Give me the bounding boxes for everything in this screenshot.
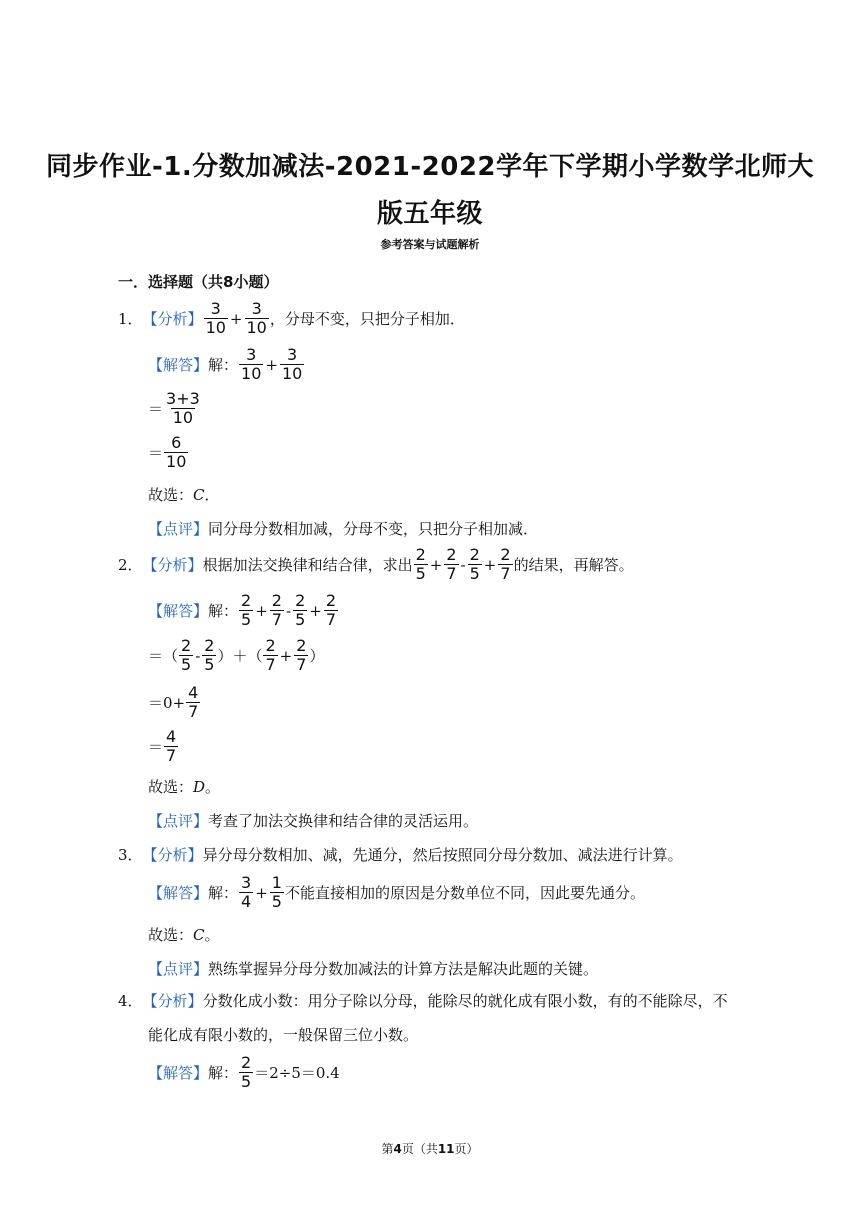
q3-solution: 【解答】 解： $\frac{3}{4}$ + $\frac{1}{5}$ 不能直接相加的原因是分数单位不同，因此要先通分。 — [148, 873, 645, 911]
section-heading: 一．选择题（共8小题） — [118, 273, 279, 291]
fraction: $\frac{6}{10}$ — [166, 433, 187, 471]
page-total: 11 — [437, 1142, 455, 1156]
fraction: $\frac{2}{7}$ — [446, 545, 457, 583]
q1-step2: ＝ $\frac{6}{10}$ — [148, 433, 187, 471]
fraction: $\frac{2}{7}$ — [500, 545, 511, 583]
q4-solution: 【解答】 解： $\frac{2}{5}$ ＝2÷5＝0.4 — [148, 1053, 340, 1091]
fraction: $\frac{2}{5}$ — [181, 636, 192, 674]
q1-step1: ＝ $\frac{3+3}{10}$ — [148, 389, 200, 427]
q3-comment: 【点评】 熟练掌握异分母分数加减法的计算方法是解决此题的关键。 — [148, 960, 599, 978]
fraction: $\frac{2}{5}$ — [241, 591, 252, 629]
fraction: $\frac{3}{10}$ — [205, 299, 226, 337]
q1-choice: 故选： C ． — [148, 485, 220, 504]
q1-comment: 【点评】 同分母分数相加减，分母不变，只把分子相加减． — [148, 520, 539, 538]
solution-tag: 【解答】 — [148, 884, 209, 902]
fraction: $\frac{2}{5}$ — [295, 591, 306, 629]
q4-analysis-line1: 4． 【分析】 分数化成小数：用分子除以分母，能除尽的就化成有限小数，有的不能除尽，不 — [118, 992, 728, 1010]
q2-step3: ＝ $\frac{4}{7}$ — [148, 727, 177, 765]
analysis-tag: 【分析】 — [142, 846, 203, 864]
page-number: 4 — [393, 1142, 402, 1156]
q1-analysis: 1． 【分析】 $\frac{3}{10}$ + $\frac{3}{10}$ ，分母不变，只把分子相加． — [118, 299, 465, 337]
analysis-tag: 【分析】 — [142, 556, 203, 574]
q3-analysis: 3． 【分析】 异分母分数相加、减，先通分，然后按照同分母分数加、减法进行计算。 — [118, 846, 683, 864]
q2-analysis: 2． 【分析】 根据加法交换律和结合律，求出 $\frac{2}{5}$ + $\frac{2}{7}$ - $\frac{2}{5}$ + $\frac{2}{7}$ 的结果，再解答。 — [118, 545, 634, 583]
fraction: $\frac{2}{5}$ — [241, 1053, 252, 1091]
fraction: $\frac{2}{7}$ — [265, 636, 276, 674]
solution-tag: 【解答】 — [148, 1064, 209, 1082]
fraction: $\frac{2}{7}$ — [271, 591, 282, 629]
document-title-line1: 同步作业-1.分数加减法-2021-2022学年下学期小学数学北师大 — [45, 152, 815, 182]
fraction: $\frac{3}{10}$ — [241, 345, 262, 383]
fraction: $\frac{2}{7}$ — [296, 636, 307, 674]
fraction: $\frac{4}{7}$ — [188, 683, 199, 721]
analysis-tag: 【分析】 — [142, 992, 203, 1010]
q3-number: 3． — [118, 846, 143, 864]
q1-analysis-text: ，分母不变，只把分子相加． — [269, 310, 465, 328]
fraction: $\frac{3+3}{10}$ — [166, 389, 200, 427]
comment-tag: 【点评】 — [148, 520, 209, 538]
fraction: $\frac{2}{5}$ — [469, 545, 480, 583]
q2-number: 2． — [118, 556, 143, 574]
q2-choice: 故选： D 。 — [148, 777, 221, 796]
analysis-tag: 【分析】 — [142, 310, 203, 328]
q2-solution: 【解答】 解： $\frac{2}{5}$ + $\frac{2}{7}$ - $\frac{2}{5}$ + $\frac{2}{7}$ — [148, 591, 337, 629]
comment-tag: 【点评】 — [148, 812, 209, 830]
fraction: $\frac{3}{10}$ — [281, 345, 303, 383]
q4-analysis-line2: 能化成有限小数的，一般保留三位小数。 — [148, 1026, 419, 1044]
fraction: $\frac{2}{5}$ — [415, 545, 426, 583]
fraction: $\frac{4}{7}$ — [166, 727, 177, 765]
q2-step2: ＝0+ $\frac{4}{7}$ — [148, 683, 199, 721]
comment-tag: 【点评】 — [148, 960, 209, 978]
q4-number: 4． — [118, 992, 143, 1010]
fraction: $\frac{2}{5}$ — [204, 636, 215, 674]
solution-tag: 【解答】 — [148, 356, 209, 374]
q2-comment: 【点评】 考查了加法交换律和结合律的灵活运用。 — [148, 812, 479, 830]
q2-step1: ＝（ $\frac{2}{5}$ - $\frac{2}{5}$ ）＋（ $\frac{2}{7}$ + $\frac{2}{7}$ ） — [148, 636, 325, 674]
q1-number: 1． — [118, 310, 143, 328]
q3-choice: 故选： C 。 — [148, 925, 220, 944]
fraction: $\frac{3}{10}$ — [246, 299, 267, 337]
fraction: $\frac{2}{7}$ — [325, 591, 337, 629]
document-title-line2: 版五年级 — [376, 199, 483, 229]
fraction: $\frac{1}{5}$ — [271, 873, 282, 911]
document-subtitle: 参考答案与试题解析 — [380, 238, 480, 251]
solution-tag: 【解答】 — [148, 602, 209, 620]
q1-solution: 【解答】 解： $\frac{3}{10}$ + $\frac{3}{10}$ — [148, 345, 303, 383]
fraction: $\frac{3}{4}$ — [241, 873, 252, 911]
page-footer: 第4页（共11页） — [381, 1142, 479, 1156]
